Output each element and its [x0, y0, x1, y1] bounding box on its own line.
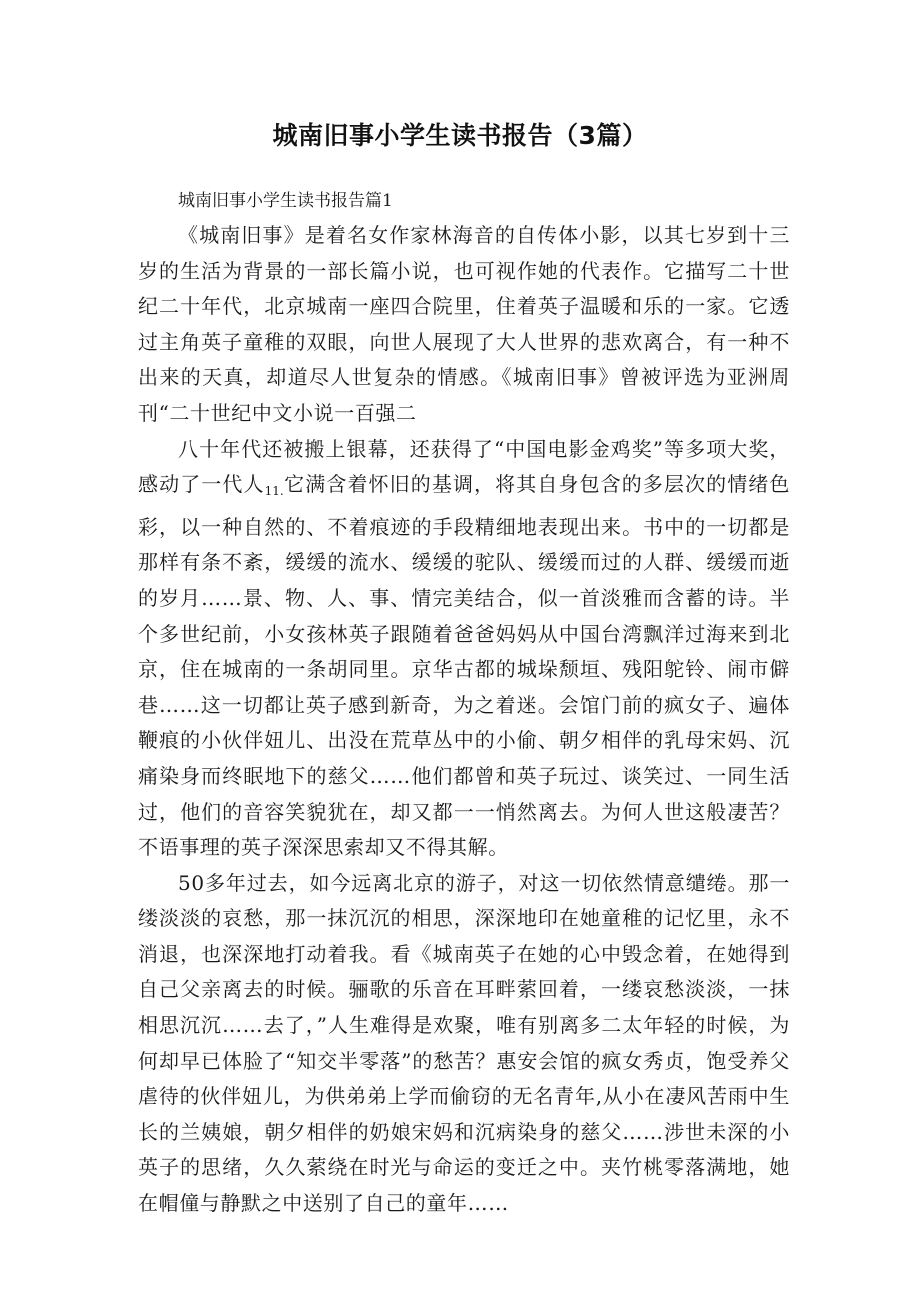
paragraph-2: [138, 432, 790, 866]
paragraph-1: 《城南旧事》是着名女作家林海音的自传体小影，以其七岁到十三岁的生活为背景的一部长篇小说，也可视作她的代表作。它描写二十世纪二十年代，北京城南一座四合院里，住着英子温暖和乐的一家。它透过主角英子童稚的双眼，向世人展现了大人世界的悲欢离合，有一种不出来的天真，却道尽人世复杂的情感。《城南旧事》曾被评选为亚洲周刊“二十世纪中文小说一百强二: [138, 223, 790, 425]
footnote-marker: 11.: [264, 484, 284, 499]
paragraph-2-text-after-note: 它满含着怀旧的基调，将其自身包含的多层次的情绪色彩，以一种自然的、不着痕迹的手段精细地表现出来。书中的一切都是那样有条不紊，缓缓的流水、缓缓的驼队、缓缓而过的人群、缓缓而逝的岁月……景、物、人、事、情完美结合，似一首淡雅而含蓄的诗。半个多世纪前，小女孩林英子跟随着爸爸妈妈从中国台湾飘洋过海来到北京，住在城南的一条胡同里。京华古都的城垛颓垣、残阳鸵铃、闹市僻巷……这一切都让英子感到新奇，为之着迷。会馆门前的疯女子、遍体鞭痕的小伙伴妞儿、出没在荒草丛中的小偷、朝夕相伴的乳母宋妈、沉痛染身而终眠地下的慈父……他们都曾和英子玩过、谈笑过、一同生活过，他们的音容笑貌犹在，却又都一一悄然离去。为何人世这般凄苦？不语事理的英子深深思索却又不得其解。: [138, 472, 790, 860]
paragraph-2-text-before-note: 八十年代还被搬上银幕，还获得了“中国电影金鸡奖”等多项大奖，感动了一代人: [138, 436, 790, 497]
document-body: [138, 218, 790, 1222]
paragraph-3: 50多年过去，如今远离北京的游子，对这一切依然情意缱绻。那一缕淡淡的哀愁，那一抹沉沉的相思，深深地印在她童稚的记忆里，永不消退，也深深地打动着我。看《城南英子在她的心中毁念着，在她得到自己父亲离去的时候。骊歌的乐音在耳畔萦回着，一缕哀愁淡淡，一抹相思沉沉……去了，”人生难得是欢聚，唯有别离多二太年轻的时候，为何却早已体脸了“知交半零落”的愁苦？惠安会馆的疯女秀贞，饱受养父虐待的伙伴妞儿，为供弟弟上学而偷窃的无名青年,从小在凄风苦雨中生长的兰姨娘，朝夕相伴的奶娘宋妈和沉病染身的慈父……涉世未深的小英子的思绪，久久萦绕在时光与命运的变迁之中。夹竹桃零落满地，她在帽僮与静默之中送别了自己的童年……: [138, 870, 790, 1216]
section-heading: 城南旧事小学生读书报告篇1: [178, 191, 393, 211]
document-title: 城南旧事小学生读书报告（3篇）: [272, 121, 648, 150]
